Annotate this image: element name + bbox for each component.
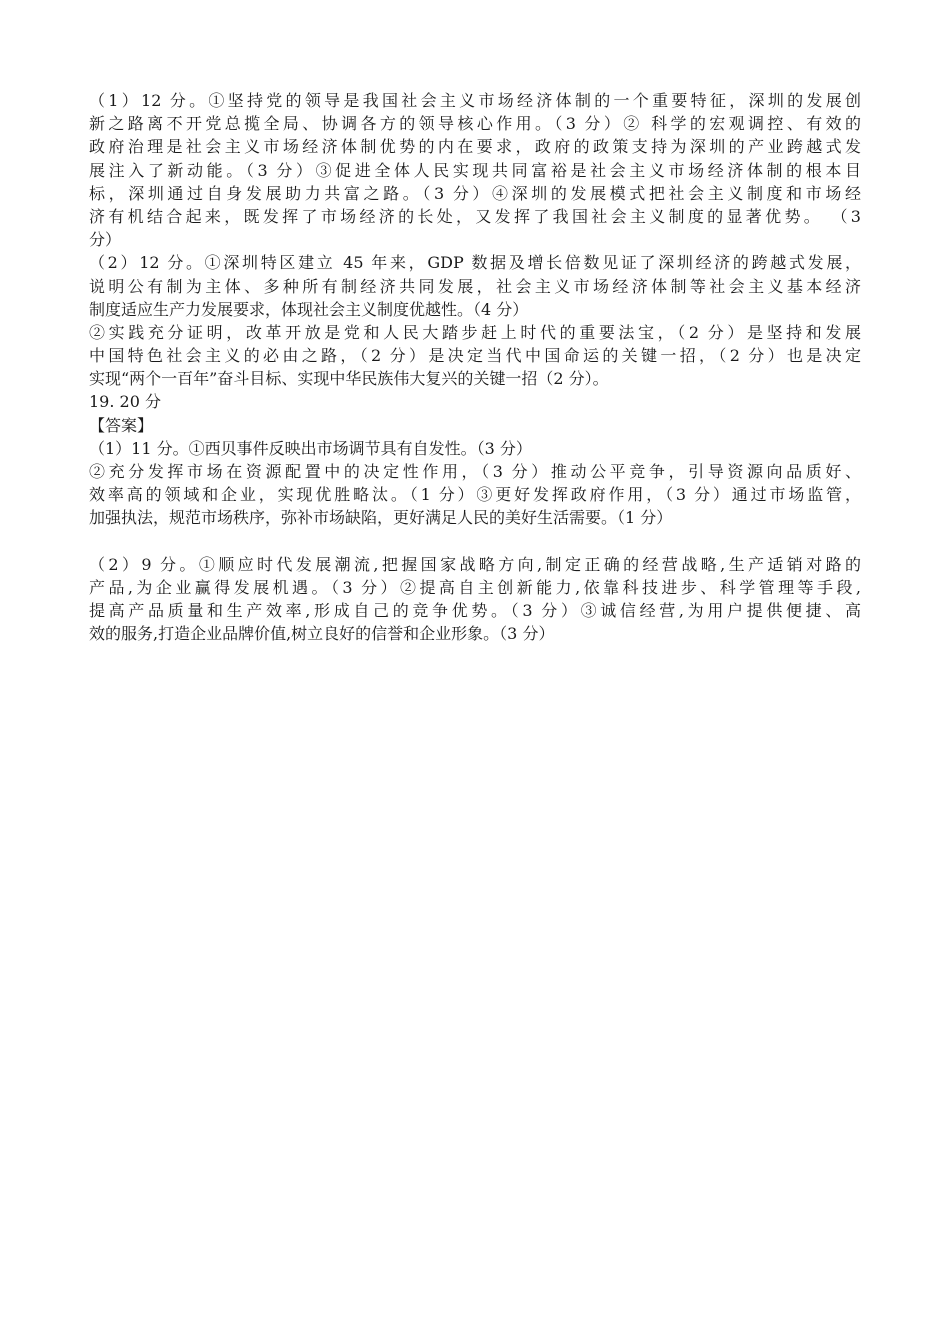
text-line: （2）12 分。①深圳特区建立 45 年来，GDP 数据及增长倍数见证了深圳经济的跨越式发展， [89, 253, 861, 273]
answer-section-part2 [89, 251, 861, 390]
text-line: 效的服务,打造企业品牌价值,树立良好的信誉和企业形象。（3 分） [89, 624, 555, 644]
text-line: ②充分发挥市场在资源配置中的决定性作用，（3 分）推动公平竞争，引导资源向品质好、 [89, 462, 861, 481]
question-19 [89, 390, 861, 645]
text-line: 政府治理是社会主义市场经济体制优势的内在要求，政府的政策支持为深圳的产业跨越式发 [89, 137, 861, 157]
text-line: 标，深圳通过自身发展助力共富之路。（3 分）④深圳的发展模式把社会主义制度和市场经 [89, 183, 861, 203]
q19-part1 [89, 437, 861, 530]
text-line: 说明公有制为主体、多种所有制经济共同发展，社会主义市场经济体制等社会主义基本经济 [89, 276, 861, 296]
text-line: 济有机结合起来，既发挥了市场经济的长处，又发挥了我国社会主义制度的显著优势。 （3 [89, 206, 861, 226]
text-line: 中国特色社会主义的必由之路，（2 分）是决定当代中国命运的关键一招，（2 分）也是决定 [89, 346, 861, 366]
text-line: （2）9 分。①顺应时代发展潮流,把握国家战略方向,制定正确的经营战略,生产适销对路的 [89, 554, 861, 574]
answer-label: 【答案】 [89, 415, 154, 435]
q19-part2 [89, 553, 861, 646]
text-line: 实现“两个一百年”奋斗目标、实现中华民族伟大复兴的关键一招（2 分）。 [89, 369, 609, 389]
text-line: （1）11 分。①西贝事件反映出市场调节具有自发性。（3 分） [89, 438, 532, 458]
text-line: 新之路离不开党总揽全局、协调各方的领导核心作用。（3 分）② 科学的宏观调控、有效的 [89, 114, 861, 134]
text-line: 效率高的领域和企业，实现优胜略汰。（1 分）③更好发挥政府作用，（3 分）通过市场监管， [89, 485, 861, 505]
text-line: （1）12 分。①坚持党的领导是我国社会主义市场经济体制的一个重要特征，深圳的发展创 [89, 91, 861, 110]
text-line: 分） [89, 230, 122, 250]
paragraph-gap [89, 530, 861, 553]
text-line: 产品,为企业赢得发展机遇。（3 分）②提高自主创新能力,依靠科技进步、科学管理等手段, [89, 577, 861, 597]
document-page [89, 89, 861, 646]
text-line: 制度适应生产力发展要求，体现社会主义制度优越性。（4 分） [89, 299, 529, 319]
text-line: 展注入了新动能。（3 分）③促进全体人民实现共同富裕是社会主义市场经济体制的根本目 [89, 160, 861, 180]
question-heading: 19. 20 分 [89, 392, 161, 412]
answer-section-part1 [89, 89, 861, 251]
text-line: ②实践充分证明，改革开放是党和人民大踏步赶上时代的重要法宝，（2 分）是坚持和发展 [89, 322, 861, 342]
text-line: 提高产品质量和生产效率,形成自己的竞争优势。（3 分）③诚信经营,为用户提供便捷、高 [89, 601, 861, 621]
text-line: 加强执法，规范市场秩序，弥补市场缺陷，更好满足人民的美好生活需要。（1 分） [89, 508, 673, 528]
